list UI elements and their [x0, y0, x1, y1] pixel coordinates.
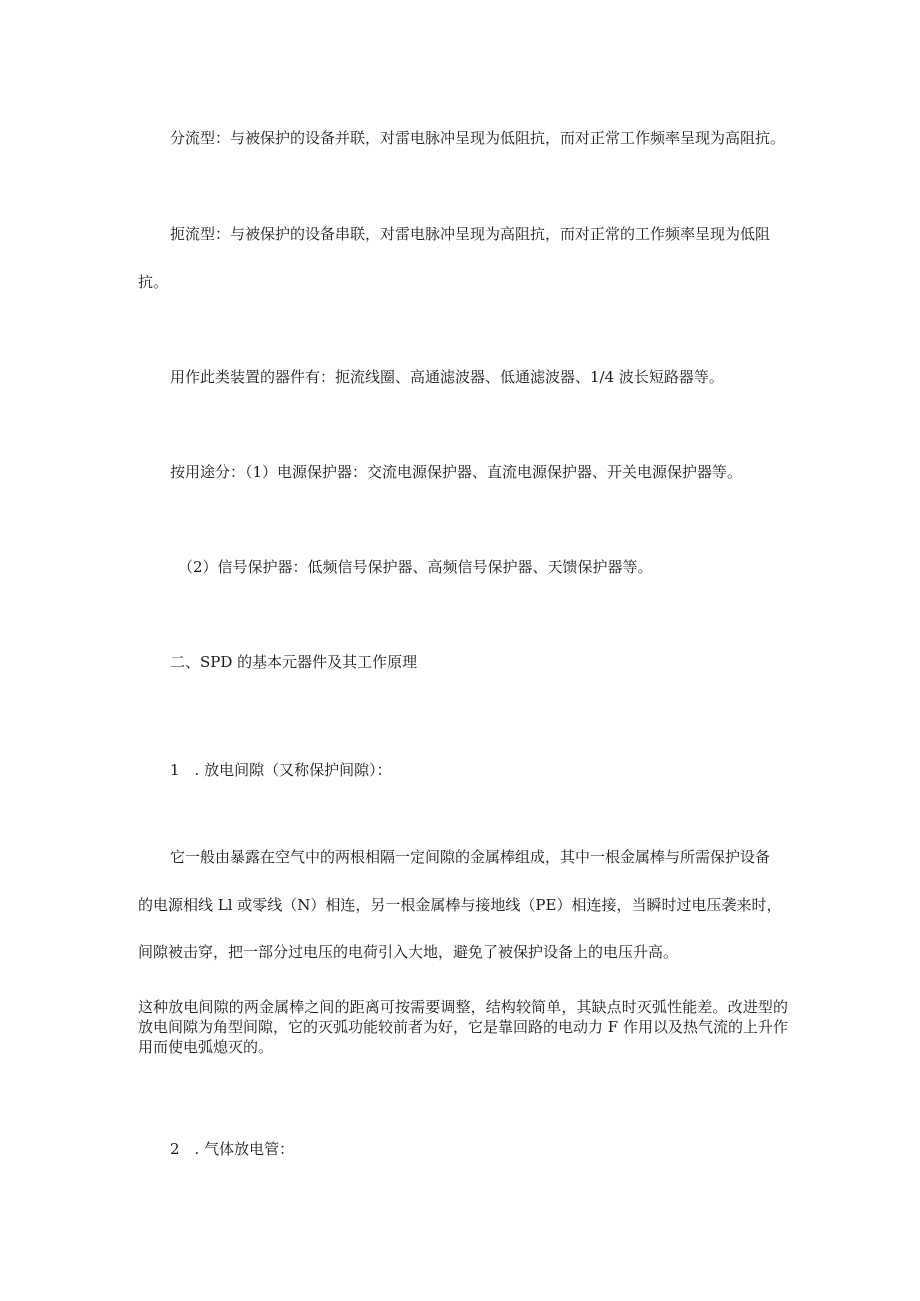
paragraph-signal-protector: （2）信号保护器：低频信号保护器、高频信号保护器、天馈保护器等。 — [178, 558, 653, 576]
paragraph-gap-improvement: 这种放电间隙的两金属棒之间的距离可按需要调整，结构较简单，其缺点时灭弧性能差。改进型的放电间隙为角型间隙，它的灭弧功能较前者为好，它是靠回路的电动力 F 作用以及热气流的上升作用而使电弧熄灭的。 — [138, 998, 788, 1056]
paragraph-by-usage: 按用途分：（1）电源保护器：交流电源保护器、直流电源保护器、开关电源保护器等。 — [170, 463, 743, 481]
paragraph-gap-line2: 的电源相线 Ll 或零线（N）相连，另一根金属棒与接地线（PE）相连接，当瞬时过电压袭来时， — [138, 896, 782, 914]
paragraph-devices: 用作此类装置的器件有：扼流线圈、高通滤波器、低通滤波器、1/4 波长短路器等。 — [170, 368, 724, 386]
item1-heading: 1 . 放电间隙（又称保护间隙）： — [170, 761, 392, 779]
paragraph-gap-line1: 它一般由暴露在空气中的两根相隔一定间隙的金属棒组成，其中一根金属棒与所需保护设备 — [170, 848, 771, 866]
paragraph-shunt-type: 分流型：与被保护的设备并联，对雷电脉冲呈现为低阻抗，而对正常工作频率呈现为高阻抗。 — [170, 129, 786, 147]
paragraph-choke-type-line2: 抗。 — [138, 273, 169, 291]
paragraph-choke-type-line1: 扼流型：与被保护的设备串联，对雷电脉冲呈现为高阻抗，而对正常的工作频率呈现为低阻 — [170, 225, 771, 243]
item2-heading: 2 . 气体放电管： — [170, 1140, 295, 1158]
section-heading: 二、SPD 的基本元器件及其工作原理 — [170, 653, 418, 671]
paragraph-gap-line3: 间隙被击穿，把一部分过电压的电荷引入大地，避免了被保护设备上的电压升高。 — [138, 943, 679, 961]
